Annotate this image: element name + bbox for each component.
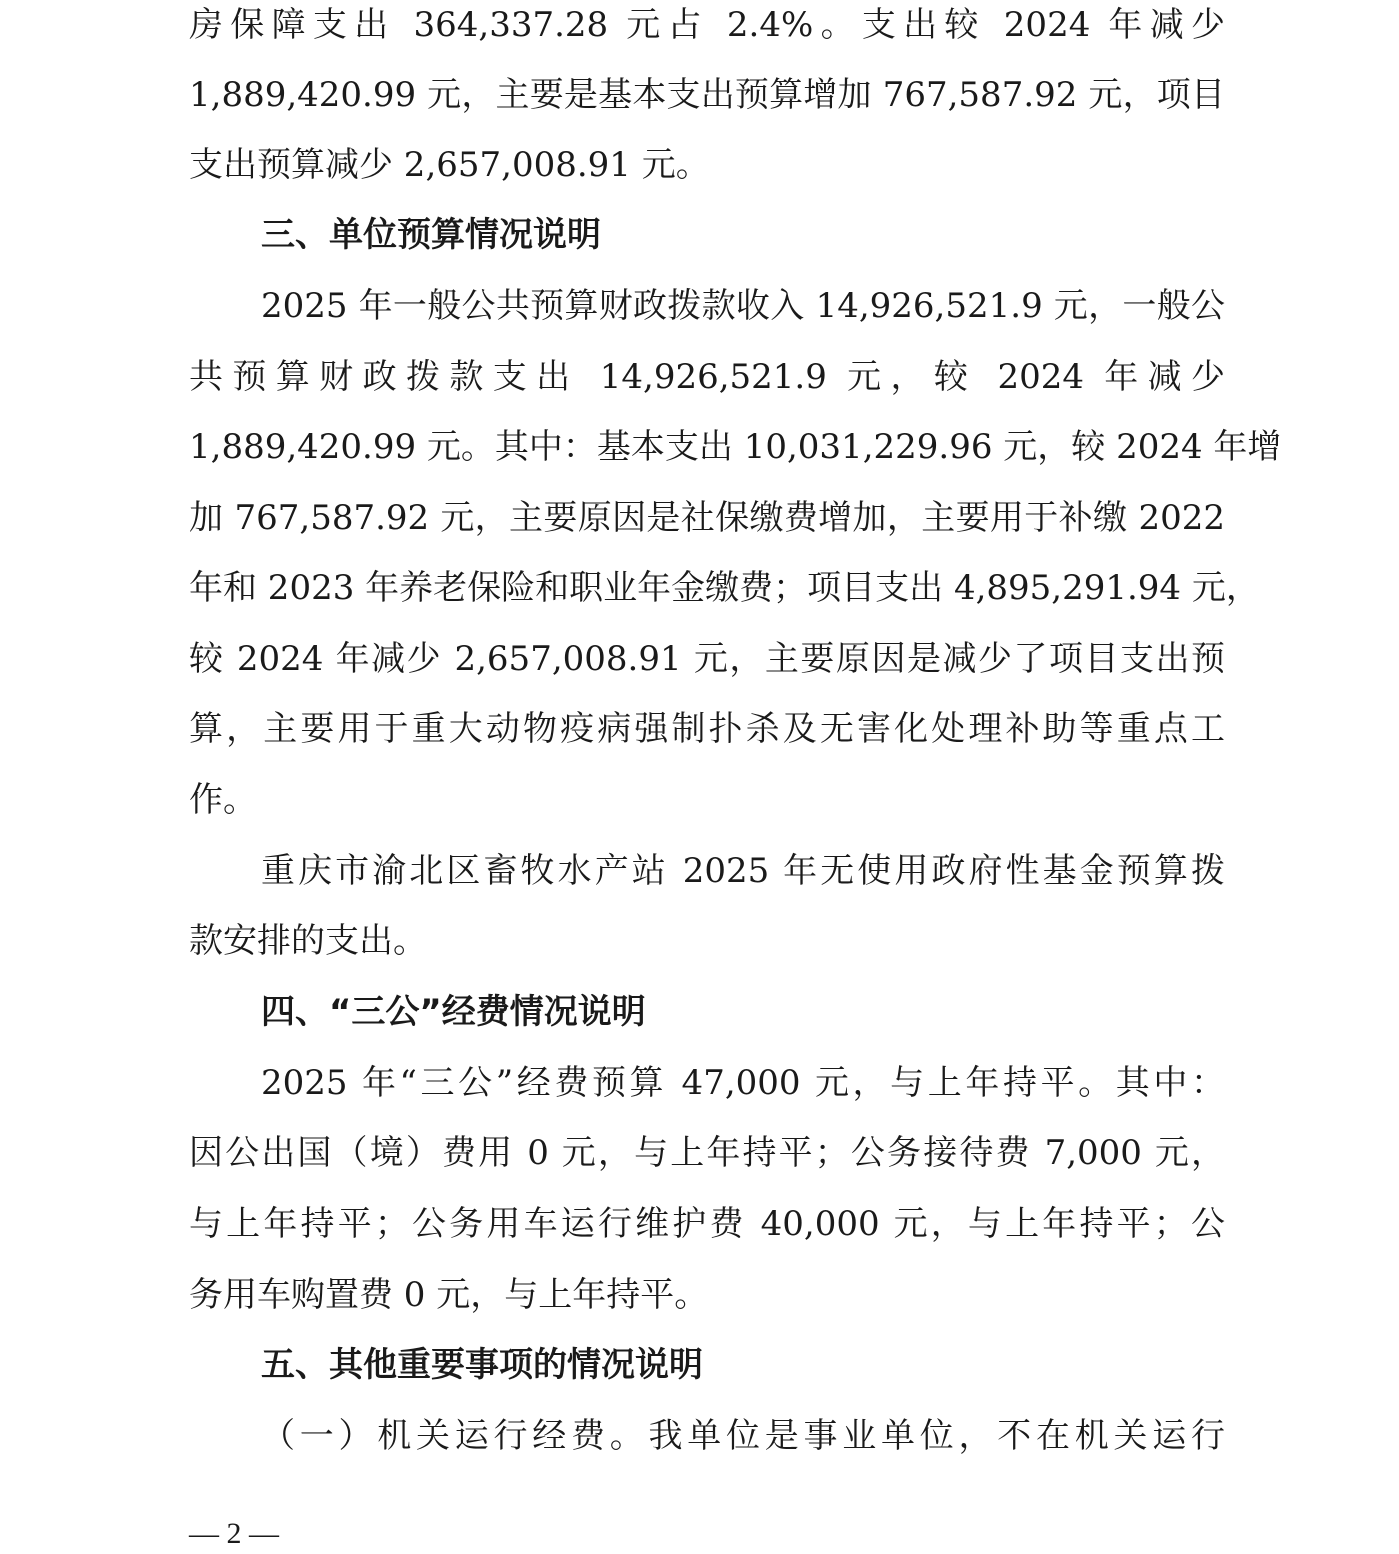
text-line: 支出预算减少 2,657,008.91 元。 [189, 145, 710, 185]
text-line: 与上年持平；公务用车运行维护费 40,000 元，与上年持平；公 [189, 1204, 1225, 1244]
text-line: 2025 年“三公”经费预算 47,000 元，与上年持平。其中： [261, 1063, 1225, 1103]
text-line: 1,889,420.99 元，主要是基本支出预算增加 767,587.92 元，项目 [189, 75, 1225, 115]
text-line: 务用车购置费 0 元，与上年持平。 [189, 1275, 709, 1315]
text-line: （一）机关运行经费。我单位是事业单位，不在机关运行 [261, 1416, 1225, 1456]
text-line: 作。 [189, 780, 257, 820]
section-heading: 三、单位预算情况说明 [261, 215, 601, 255]
text-line: 房保障支出 364,337.28 元占 2.4%。支出较 2024 年减少 [189, 5, 1225, 45]
section-heading: 四、“三公”经费情况说明 [261, 992, 646, 1032]
text-line: 1,889,420.99 元。其中：基本支出 10,031,229.96 元，较 2024 年增 [189, 427, 1282, 467]
text-line: 年和 2023 年养老保险和职业年金缴费；项目支出 4,895,291.94 元， [189, 568, 1260, 608]
section-heading: 五、其他重要事项的情况说明 [261, 1345, 703, 1385]
text-line: 款安排的支出。 [189, 921, 427, 961]
text-line: 共预算财政拨款支出 14,926,521.9 元，较 2024 年减少 [189, 357, 1225, 397]
page-number: — 2 — [189, 1517, 279, 1550]
text-line: 重庆市渝北区畜牧水产站 2025 年无使用政府性基金预算拨 [261, 851, 1225, 891]
text-line: 加 767,587.92 元，主要原因是社保缴费增加，主要用于补缴 2022 [189, 498, 1225, 538]
text-line: 算，主要用于重大动物疫病强制扑杀及无害化处理补助等重点工 [189, 709, 1225, 749]
text-line: 较 2024 年减少 2,657,008.91 元，主要原因是减少了项目支出预 [189, 639, 1225, 679]
text-line: 因公出国（境）费用 0 元，与上年持平；公务接待费 7,000 元， [189, 1133, 1225, 1173]
text-line: 2025 年一般公共预算财政拨款收入 14,926,521.9 元，一般公 [261, 286, 1225, 326]
